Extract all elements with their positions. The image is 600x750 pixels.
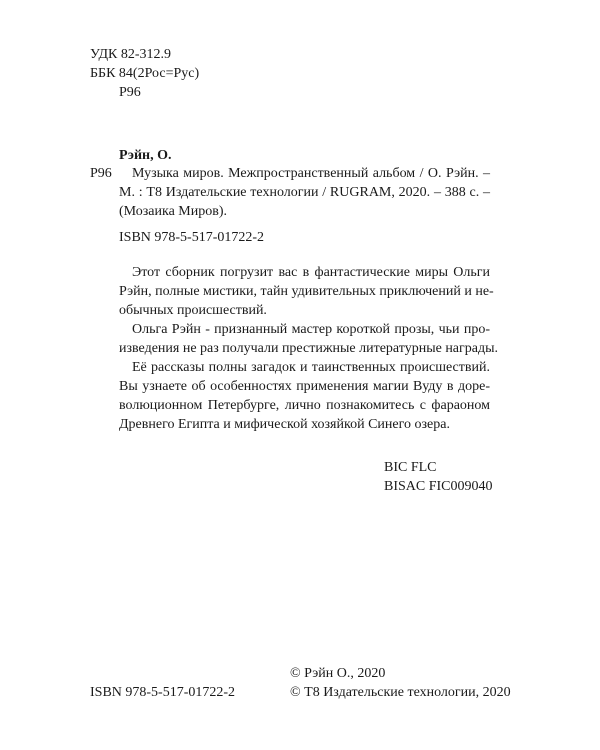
annotation-line: Ольга Рэйн - признанный мастер короткой прозы, чьи про- (132, 322, 490, 337)
bic-code: BIC FLC (384, 460, 437, 475)
author-mark: Р96 (119, 85, 141, 100)
description-line: Музыка миров. Межпространственный альбом / О. Рэйн. – (132, 166, 490, 181)
annotation-line: обычных происшествий. (119, 303, 267, 318)
isbn: ISBN 978-5-517-01722-2 (119, 230, 265, 245)
annotation-line: Вы узнаете об особенностях применения магии Вуду в доре- (119, 379, 490, 394)
annotation-line: Древнего Египта и мифической хозяйкой Синего озера. (119, 417, 450, 432)
description-line: (Мозаика Миров). (119, 204, 228, 219)
margin-author-mark: Р96 (90, 166, 112, 181)
copyright-publisher: © Т8 Издательские технологии, 2020 (290, 685, 511, 700)
bbk-code: ББК 84(2Рос=Рус) (90, 66, 200, 81)
bisac-code: BISAC FIC009040 (384, 479, 493, 494)
annotation-line: волюционном Петербурге, лично познакомитесь с фараоном (119, 398, 490, 413)
author-heading: Рэйн, О. (119, 148, 172, 163)
annotation-line: Её рассказы полны загадок и таинственных происшествий. (132, 360, 490, 375)
annotation-line: Рэйн, полные мистики, тайн удивительных приключений и не- (119, 284, 494, 299)
copyright-author: © Рэйн О., 2020 (290, 666, 386, 681)
description-line: М. : Т8 Издательские технологии / RUGRAM, 2020. – 388 с. – (119, 185, 490, 200)
annotation-line: Этот сборник погрузит вас в фантастические миры Ольги (132, 265, 490, 280)
footer-isbn: ISBN 978-5-517-01722-2 (90, 685, 236, 700)
annotation-line: изведения не раз получали престижные литературные награды. (119, 341, 499, 356)
udk-code: УДК 82-312.9 (90, 47, 172, 62)
